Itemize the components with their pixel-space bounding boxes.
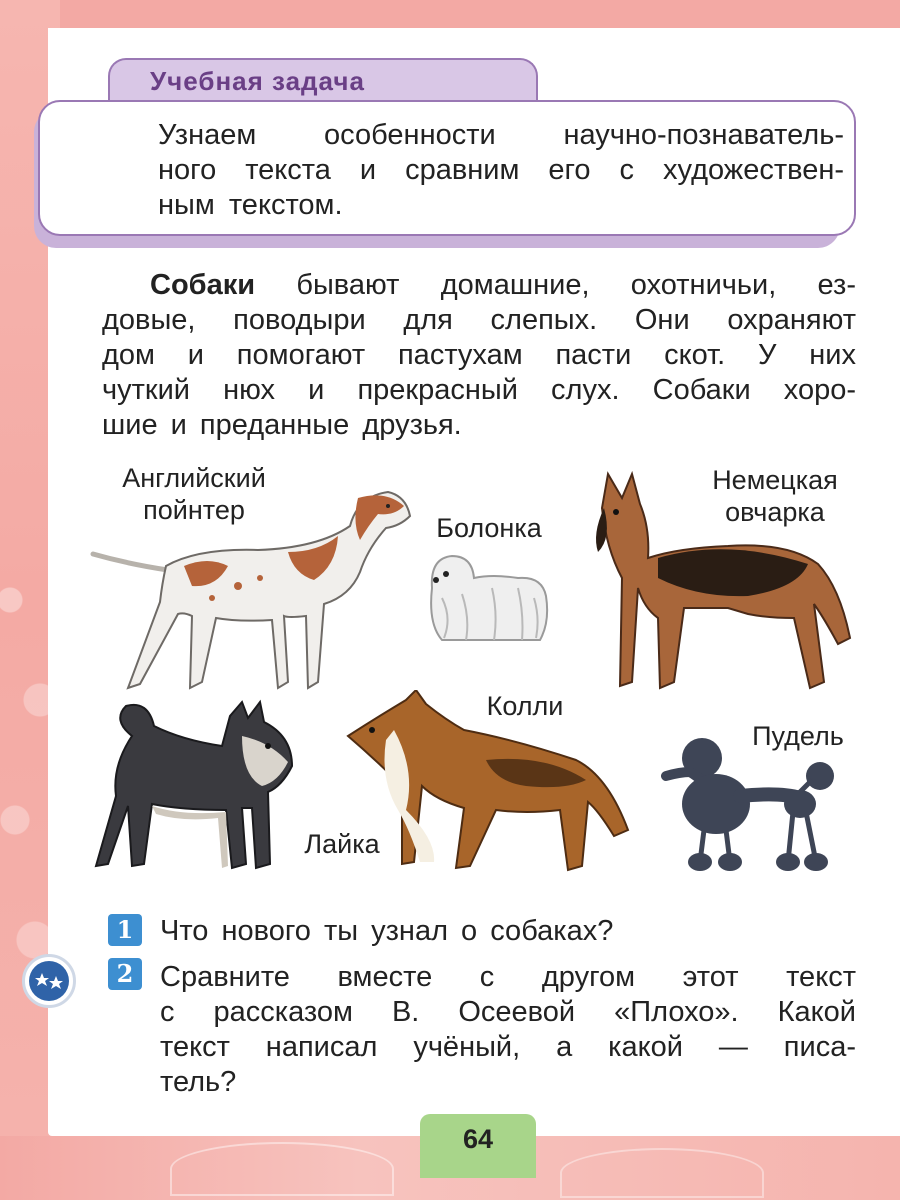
paragraph-line: дом и помогают пастухам пасти скот. У них — [102, 339, 856, 371]
page-number: 64 — [462, 1124, 494, 1154]
question-line: Что нового ты узнал о собаках? — [160, 915, 614, 947]
laika-illustration — [92, 696, 302, 874]
question-2 — [160, 960, 856, 1100]
question-number-badge: 1 — [108, 914, 142, 946]
bottom-ornament — [560, 1148, 764, 1198]
task-line: Узнаем особенности научно-познаватель- — [158, 119, 844, 151]
label-pointer-line2: пойнтер — [143, 495, 245, 525]
label-shepherd-line1: Немецкая — [712, 465, 838, 495]
task-line: ным текстом. — [158, 189, 343, 221]
task-text — [158, 118, 844, 223]
label-bolonka: Болонка — [436, 513, 542, 543]
paragraph-line: довые, поводыри для слепых. Они охраняют — [102, 304, 856, 336]
question-1 — [160, 914, 856, 949]
label-pointer-line1: Английский — [122, 463, 266, 493]
label-poodle: Пудель — [752, 721, 844, 751]
question-line: Сравните вместе с другом этот текст — [160, 961, 856, 993]
stars-icon-glyph — [29, 961, 69, 1001]
question-number-badge: 2 — [108, 958, 142, 990]
question-line: тель? — [160, 1066, 237, 1098]
shepherd-illustration — [588, 468, 858, 696]
task-line: ного текста и сравним его с художествен- — [158, 154, 844, 186]
main-paragraph — [102, 268, 856, 443]
question-line: текст написал учёный, а какой — писа- — [160, 1031, 856, 1063]
task-heading: Учебная задача — [150, 66, 365, 96]
paragraph-line-rest: бывают домашние, охотничьи, ез- — [255, 269, 856, 301]
paragraph-line: чуткий нюх и прекрасный слух. Собаки хоро- — [102, 374, 856, 406]
paragraph-line — [150, 268, 856, 303]
question-line: с рассказом В. Осеевой «Плохо». Какой — [160, 996, 856, 1028]
label-collie: Колли — [486, 691, 564, 721]
bottom-ornament — [170, 1142, 394, 1196]
poodle-illustration — [660, 736, 856, 876]
pointer-illustration — [88, 486, 418, 700]
label-shepherd-line2: овчарка — [725, 497, 825, 527]
collie-illustration — [346, 690, 636, 874]
bold-word: Собаки — [150, 269, 256, 301]
label-laika: Лайка — [304, 829, 380, 859]
paragraph-line: шие и преданные друзья. — [102, 409, 462, 441]
bolonka-illustration — [422, 548, 552, 644]
